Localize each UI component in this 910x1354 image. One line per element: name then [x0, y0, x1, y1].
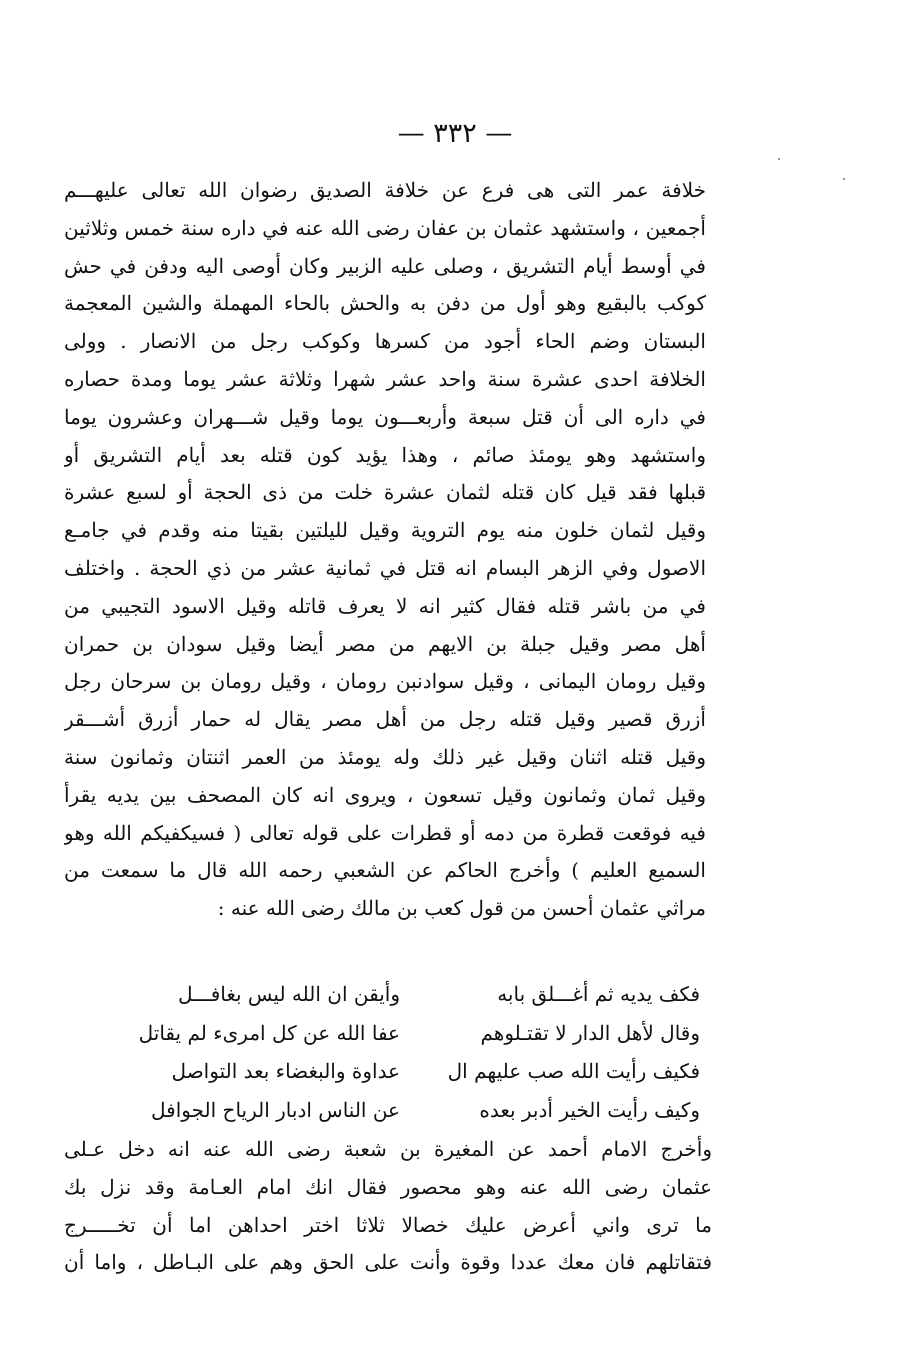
verse-first-hemistich: وكيف رأيت الخير أدبر بعده	[479, 1097, 700, 1122]
text-line: الاصول وفي الزهر البسام انه قتل في ثمانية عشر من ذي الحجة . واختلف	[64, 555, 706, 580]
text-line: مراثي عثمان أحسن من قول كعب بن مالك رضى الله عنه :	[217, 896, 706, 921]
text-line: وقيل رومان اليمانى ، وقيل سوادنبن رومان ، وقيل رومان بن سرحان رجل	[64, 669, 706, 694]
text-line: وأخرج الامام أحمد عن المغيرة بن شعبة رضى الله عنه انه دخل عـلى	[64, 1137, 712, 1161]
verse-second-hemistich: عن الناس ادبار الرياح الجوافل	[151, 1097, 400, 1122]
text-line: وقيل لثمان خلون منه يوم التروية وقيل لليلتين بقيتا منه وقدم في جامـع	[64, 518, 706, 543]
text-line: عثمان رضى الله عنه وهو محصور فقال انك امام العـامة وقد نزل بك	[64, 1174, 712, 1199]
main-paragraph	[64, 172, 706, 928]
text-line: واستشهد وهو يومئذ صائم ، وهذا يؤيد كون قتله بعد أيام التشريق أو	[64, 442, 706, 467]
verse-second-hemistich: وأيقن ان الله ليس بغافـــل	[177, 982, 400, 1006]
verse-second-hemistich: عداوة والبغضاء بعد التواصل	[171, 1059, 400, 1083]
text-line: قبلها فقد قيل كان قتله لثمان عشرة خلت من ذى الحجة أو لسبع عشرة	[64, 480, 706, 505]
text-line: في داره الى أن قتل سبعة وأربعـــون يوما وقيل شـــهران وعشرون يوما	[64, 404, 706, 429]
text-line: أجمعين ، واستشهد عثمان بن عفان رضى الله عنه في داره سنة خمس وثلاثين	[64, 215, 706, 240]
verse-line	[80, 1052, 700, 1091]
text-line: السميع العليم ) وأخرج الحاكم عن الشعبي رحمه الله قال ما سمعت من	[64, 858, 706, 883]
verse-second-hemistich: عفا الله عن كل امرىء لم يقاتل	[138, 1020, 400, 1045]
text-line: في من باشر قتله فقال كثير انه لا يعرف قاتله وقيل الاسود التجيبي من	[64, 593, 706, 618]
text-line: في أوسط أيام التشريق ، وصلى عليه الزبير وكان أوصى اليه ودفن في حش	[64, 253, 706, 278]
verse-first-hemistich: فكيف رأيت الله صب عليهم ال	[447, 1059, 700, 1083]
text-line: كوكب بالبقيع وهو أول من دفن به والحش بالحاء المهملة والشين المعجمة	[64, 291, 706, 316]
text-line: وقيل قتله اثنان وقيل غير ذلك وله يومئذ من العمر اثنتان وثمانون سنة	[64, 744, 706, 769]
text-line: وقيل ثمان وثمانون وقيل تسعون ، ويروى انه كان المصحف بين يديه يقرأ	[64, 782, 706, 807]
closing-paragraph	[64, 1131, 712, 1282]
verse-line	[80, 975, 700, 1014]
text-line: فتقاتلهم فان معك عددا وقوة وأنت على الحق وهم على البـاطل ، واما أن	[64, 1250, 712, 1275]
verse-line	[80, 1091, 700, 1130]
verse-line	[80, 1014, 700, 1053]
text-line: خلافة عمر التى هى فرع عن خلافة الصديق رضوان الله تعالى عليهـــم	[64, 178, 706, 202]
text-line: فيه فوقعت قطرة من دمه أو قطرات على قوله تعالى ( فسيكفيكم الله وهو	[64, 820, 706, 845]
text-line: أزرق قصير وقيل قتله رجل من أهل مصر يقال له حمار أزرق أشـــقر	[64, 707, 706, 732]
text-line: الخلافة احدى عشرة سنة واحد عشر شهرا وثلاثة عشر يوما ومدة حصاره	[64, 366, 706, 391]
text-line: البستان وضم الحاء أجود من كسرها وكوكب رجل من الانصار . وولى	[64, 329, 706, 354]
text-line: ما ترى واني أعرض عليك خصالا ثلاثا اختر احداهن اما أن تخـــــرج	[64, 1212, 712, 1237]
text-line: أهل مصر وقيل جبلة بن الايهم من مصر أيضا وقيل سودان بن حمران	[64, 631, 706, 656]
poem-verses	[80, 975, 700, 1129]
paper-speck	[778, 158, 780, 160]
verse-first-hemistich: وقال لأهل الدار لا تقتـلوهم	[480, 1020, 700, 1045]
verse-first-hemistich: فكف يديه ثم أغـــلق بابه	[497, 982, 700, 1006]
page-number: — ٣٣٢ —	[397, 118, 513, 149]
paper-speck	[843, 178, 845, 180]
